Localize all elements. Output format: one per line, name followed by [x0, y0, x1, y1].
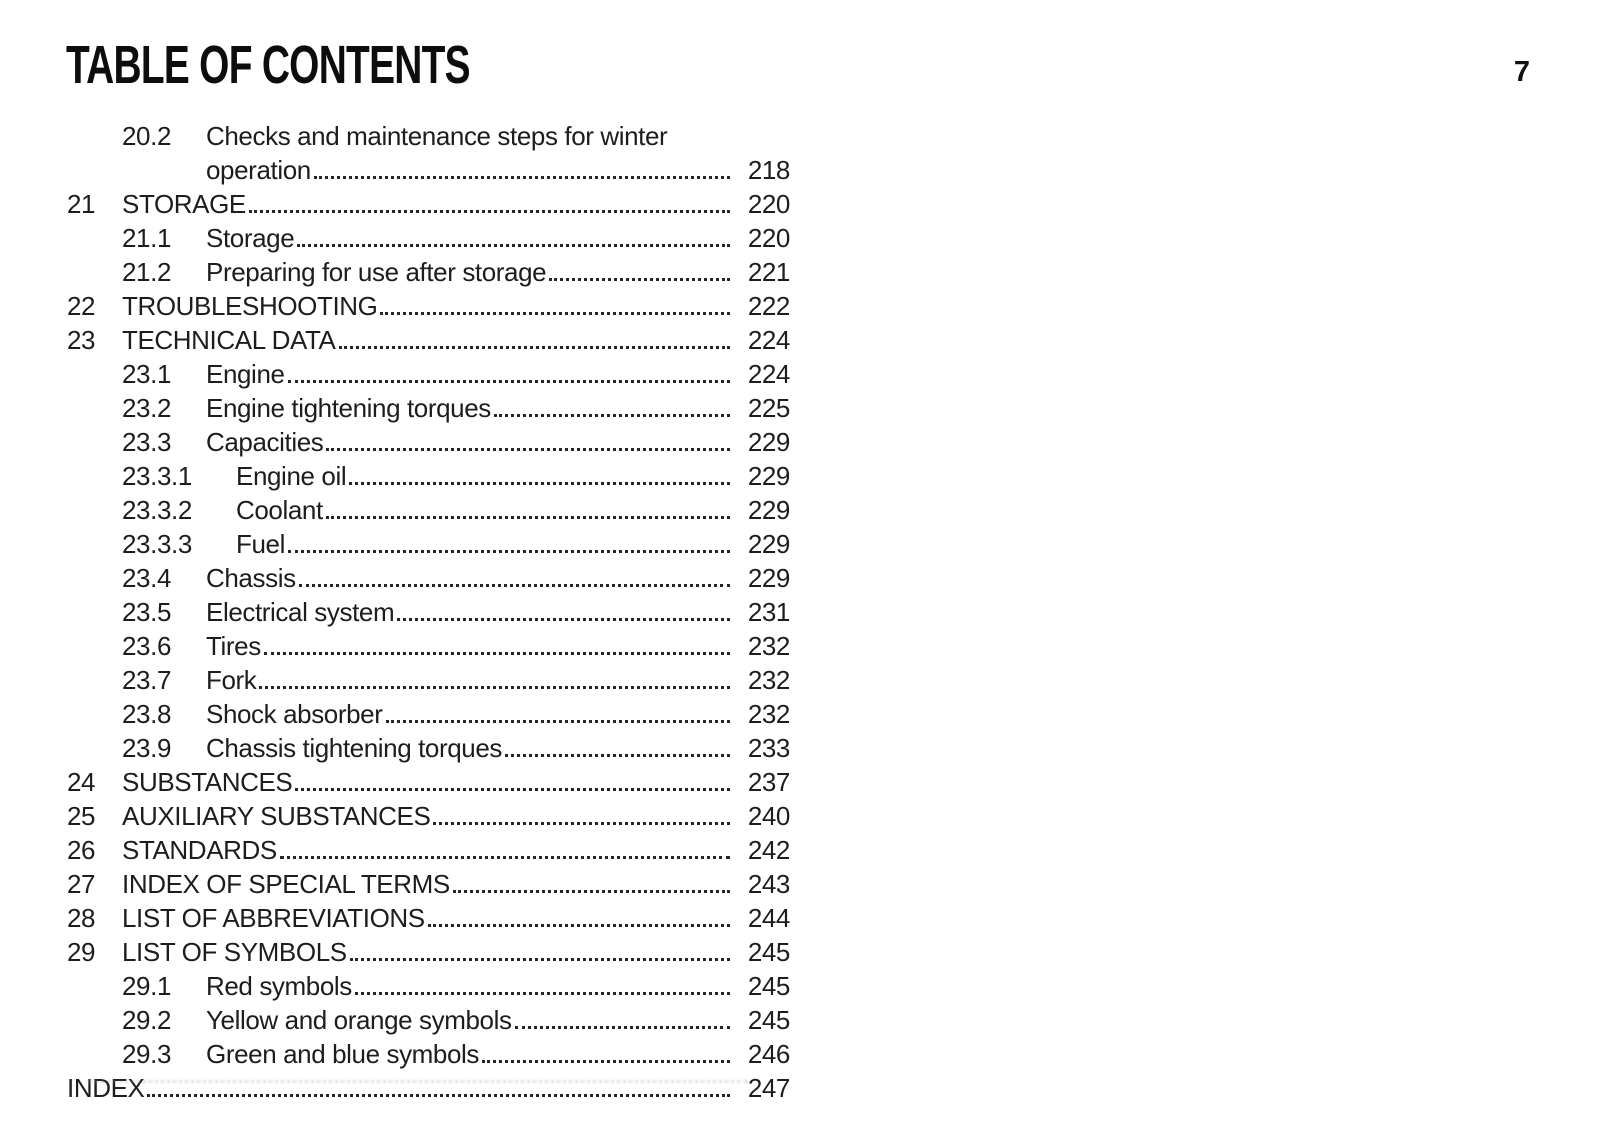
toc-entry-number: 23.1	[122, 359, 172, 389]
toc-entry	[67, 697, 790, 731]
toc-entry-number: 23.3.1	[122, 461, 192, 491]
toc-entry-number: 21	[67, 189, 96, 219]
toc-entry-page: 218	[747, 155, 790, 185]
toc-entry-label: Chassis	[206, 563, 296, 593]
toc-entry	[67, 663, 790, 697]
dot-leader	[494, 414, 730, 417]
toc-entry	[67, 425, 790, 459]
dot-leader	[259, 686, 730, 689]
toc-entry	[67, 255, 790, 289]
toc-entry-page: 231	[747, 597, 790, 627]
page-number: 7	[1513, 56, 1530, 88]
toc-entry-page: 244	[747, 903, 790, 933]
toc-entry-page: 232	[747, 631, 790, 661]
toc-entry-page: 229	[747, 529, 790, 559]
toc-entry-label: Storage	[206, 223, 295, 253]
toc-entry-label: Red symbols	[206, 971, 352, 1001]
toc-entry-label: Fuel	[236, 529, 285, 559]
toc-entry-page: 233	[747, 733, 790, 763]
toc-entry-number: 29	[67, 937, 96, 967]
toc-entry	[67, 867, 790, 901]
toc-entry	[67, 969, 790, 1003]
toc-entry-page: 229	[747, 461, 790, 491]
toc-entry-number: 29.2	[122, 1005, 172, 1035]
dot-leader	[297, 244, 730, 247]
toc-entry	[67, 731, 790, 765]
toc-entry	[67, 289, 790, 323]
toc-entry-label: operation	[206, 155, 311, 185]
dot-leader	[433, 822, 730, 825]
toc-entry-label: Chassis tightening torques	[206, 733, 503, 763]
toc-entry-number: 25	[67, 801, 96, 831]
toc-entry-page: 245	[747, 937, 790, 967]
dot-leader	[326, 448, 730, 451]
dot-leader	[295, 788, 730, 791]
toc-entry-label: Capacities	[206, 427, 324, 457]
toc-entry-label: SUBSTANCES	[122, 767, 293, 797]
toc-entry-number: 22	[67, 291, 96, 321]
toc-entry	[67, 935, 790, 969]
dot-leader	[288, 380, 730, 383]
toc-list	[67, 119, 790, 1105]
toc-entry-page: 224	[747, 325, 790, 355]
toc-entry	[67, 459, 790, 493]
toc-entry-label: INDEX	[67, 1073, 145, 1103]
toc-entry	[67, 493, 790, 527]
dot-leader	[505, 754, 730, 757]
toc-entry	[67, 833, 790, 867]
toc-entry-number: 28	[67, 903, 96, 933]
toc-entry-number: 23.6	[122, 631, 172, 661]
toc-entry-page: 240	[747, 801, 790, 831]
dot-leader	[147, 1094, 730, 1097]
dot-leader	[339, 346, 731, 349]
toc-entry-number: 23.3	[122, 427, 172, 457]
dot-leader	[355, 992, 730, 995]
toc-entry-page: 229	[747, 563, 790, 593]
toc-entry-label: STANDARDS	[122, 835, 277, 865]
toc-entry-label: LIST OF ABBREVIATIONS	[122, 903, 425, 933]
dot-leader	[380, 312, 730, 315]
toc-entry-label: Green and blue symbols	[206, 1039, 480, 1069]
toc-entry-page: 243	[747, 869, 790, 899]
toc-entry-page: 245	[747, 1005, 790, 1035]
toc-entry	[67, 629, 790, 663]
toc-entry-label: Engine oil	[236, 461, 347, 491]
dot-leader	[280, 856, 730, 859]
toc-entry-number: 23.3.2	[122, 495, 192, 525]
toc-entry-label: Fork	[206, 665, 257, 695]
toc-entry-page: 232	[747, 665, 790, 695]
toc-entry-label: Engine tightening torques	[206, 393, 491, 423]
toc-entry-label: Engine	[206, 359, 285, 389]
toc-entry-number: 23.8	[122, 699, 172, 729]
dot-leader	[349, 482, 730, 485]
toc-entry	[67, 221, 790, 255]
toc-entry-number: 23.3.3	[122, 529, 192, 559]
toc-entry-label: Electrical system	[206, 597, 395, 627]
dot-leader	[264, 652, 730, 655]
toc-entry-page: 246	[747, 1039, 790, 1069]
toc-entry-label: Checks and maintenance steps for winter	[206, 121, 668, 151]
toc-entry-number: 21.1	[122, 223, 172, 253]
toc-entry-number: 23.2	[122, 393, 172, 423]
toc-entry-number: 23.5	[122, 597, 172, 627]
dot-leader	[299, 584, 730, 587]
dot-leader	[397, 618, 730, 621]
dot-leader	[288, 550, 730, 553]
toc-entry-page: 232	[747, 699, 790, 729]
toc-entry-page: 222	[747, 291, 790, 321]
toc-entry-label: Coolant	[236, 495, 323, 525]
toc-entry	[67, 323, 790, 357]
toc-entry-number: 27	[67, 869, 96, 899]
toc-entry-page: 229	[747, 427, 790, 457]
toc-entry-page: 224	[747, 359, 790, 389]
toc-entry	[67, 1003, 790, 1037]
toc-entry-number: 23.4	[122, 563, 172, 593]
toc-entry-page: 220	[747, 189, 790, 219]
toc-entry	[67, 119, 790, 153]
toc-entry-page: 229	[747, 495, 790, 525]
scan-bleed-artifact	[88, 1076, 748, 1083]
toc-entry-label: Preparing for use after storage	[206, 257, 547, 287]
dot-leader	[249, 210, 730, 213]
toc-entry-page: 247	[747, 1073, 790, 1103]
dot-leader	[428, 924, 730, 927]
dot-leader	[482, 1060, 730, 1063]
toc-entry	[67, 391, 790, 425]
toc-entry-continuation	[67, 153, 790, 187]
toc-entry	[67, 357, 790, 391]
toc-entry-page: 221	[747, 257, 790, 287]
toc-entry-page: 237	[747, 767, 790, 797]
toc-entry-label: INDEX OF SPECIAL TERMS	[122, 869, 450, 899]
toc-entry	[67, 799, 790, 833]
toc-entry-number: 21.2	[122, 257, 172, 287]
toc-entry-label: Tires	[206, 631, 261, 661]
toc-entry-number: 24	[67, 767, 96, 797]
toc-entry	[67, 187, 790, 221]
toc-entry-label: Yellow and orange symbols	[206, 1005, 512, 1035]
dot-leader	[515, 1026, 730, 1029]
toc-entry-number: 29.1	[122, 971, 172, 1001]
toc-entry	[67, 561, 790, 595]
dot-leader	[453, 890, 730, 893]
toc-entry-label: STORAGE	[122, 189, 246, 219]
dot-leader	[350, 958, 730, 961]
toc-entry	[67, 765, 790, 799]
toc-entry-page: 242	[747, 835, 790, 865]
toc-entry-number: 20.2	[122, 121, 172, 151]
toc-entry-label: TECHNICAL DATA	[122, 325, 336, 355]
toc-entry	[67, 527, 790, 561]
toc-entry-number: 23.9	[122, 733, 172, 763]
toc-entry-number: 23.7	[122, 665, 172, 695]
dot-leader	[314, 176, 730, 179]
dot-leader	[549, 278, 730, 281]
toc-entry-label: AUXILIARY SUBSTANCES	[122, 801, 431, 831]
toc-entry-label: LIST OF SYMBOLS	[122, 937, 347, 967]
toc-entry-number: 29.3	[122, 1039, 172, 1069]
dot-leader	[386, 720, 730, 723]
toc-entry-page: 220	[747, 223, 790, 253]
toc-entry-page: 245	[747, 971, 790, 1001]
toc-entry-number: 23	[67, 325, 96, 355]
toc-entry-page: 225	[747, 393, 790, 423]
page-title: TABLE OF CONTENTS	[66, 35, 470, 95]
toc-entry-label: TROUBLESHOOTING	[122, 291, 378, 321]
toc-entry-label: Shock absorber	[206, 699, 383, 729]
toc-entry	[67, 901, 790, 935]
dot-leader	[326, 516, 730, 519]
toc-entry	[67, 1037, 790, 1071]
toc-entry-number: 26	[67, 835, 96, 865]
toc-entry	[67, 595, 790, 629]
